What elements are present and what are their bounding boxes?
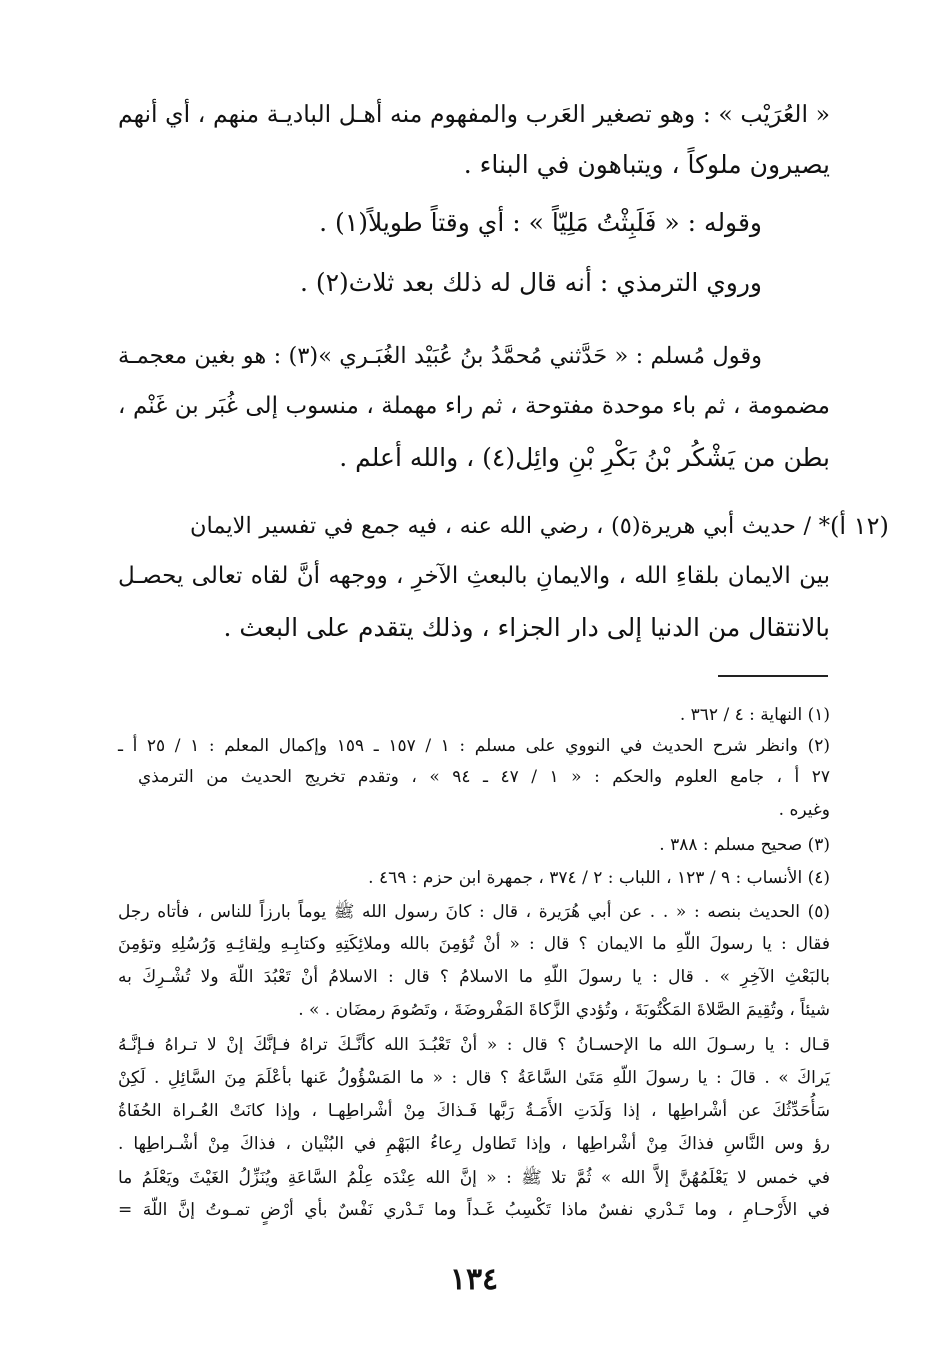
footnote-line-13: سَأُحَدِّثُكَ عن أشْراطِها ، إذا وَلَدَتِ الأَمَـةُ رَبَّها فَـذاكَ مِنْ أشْراطِهـا ، وإذا كانَتْ العُـراة الحُفَاةُ — [118, 1101, 830, 1121]
footnote-line-4: وغيره . — [778, 800, 830, 820]
footnote-line-5: (٣) صحيح مسلم : ٣٨٨ . — [659, 835, 830, 855]
page-number: ١٣٤ — [449, 1262, 499, 1297]
body-line-3: وقوله : « فَلَبِثْتُ مَلِيّاً » : أي وقتاً طويلاً(١) . — [319, 208, 762, 237]
body-line-10: بالانتقال من الدنيا إلى دار الجزاء ، وذلك يتقدم على البعث . — [223, 613, 830, 642]
margin-folio-ref: (١٢ أ) — [830, 512, 889, 540]
footnote-line-7: (٥) الحديث بنصه : « . . عن أبي هُرَيرة ، قال : كانَ رسول الله ﷺ يوماً بارزاً للناس ، فأتاه رجل — [118, 902, 830, 922]
footnote-line-11: قـال : يا رسـولَ الله ما الإحسـانُ ؟ قال : « أنْ تَعْبُـدَ الله كأنَّـكَ تراهُ فـإنَّكَ إنْ لا تـراهُ فـإنَّـهُ — [118, 1035, 830, 1055]
footnote-line-16: في الأَرْحـامِ ، وما تَـدْري نفسٌ ماذا تَكْسِبُ غَـداً وما تَـدْري نَفْسٌ بأي أرْضٍ تمـوتُ إنَّ اللّهَ = — [118, 1200, 830, 1220]
body-line-7: بطن من يَشْكُر بْنُ بَكْرِ بْنِ وائِل(٤) ، والله أعلم . — [339, 443, 830, 472]
footnote-line-6: (٤) الأنساب : ٩ / ١٢٣ ، اللباب : ٢ / ٣٧٤ ، جمهرة ابن حزم : ٤٦٩ . — [368, 868, 830, 888]
body-line-5: وقول مُسلم : « حَدَّثني مُحمَّدُ بنُ عُبَيْد الغُبَـري »(٣) : هو بغين معجمـة — [118, 343, 762, 369]
body-line-6: مضمومة ، ثم باء موحدة مفتوحة ، ثم راء مهملة ، منسوب إلى غُبَر بن غَنْم ، — [118, 393, 830, 419]
footnote-line-10: شيئاً ، وتُقِيمَ الصَّلاةَ المَكْتُوبَةَ ، وتُؤدي الزَّكاةَ المَفْروضَةَ ، وتَصُومَ رمضَان . » . — [298, 1000, 830, 1020]
footnote-line-12: يَراكَ » . قالَ : يا رسولَ اللّهِ مَتَىٰ السَّاعَةُ ؟ قال : « ما المَسْؤُولُ عَنها بأعْلَمَ مِنَ السَّائِلِ . لَكِنْ — [118, 1068, 830, 1088]
footnote-line-14: رؤ وس النَّاسِ فذاكَ مِنْ أشْراطِها ، وإذا تَطاول رِعاءُ البَهْمِ في البُنْيان ، فذاكَ مِنْ أشْـراطِها . — [118, 1134, 830, 1154]
body-line-8: * / حديث أبي هريرة(٥) ، رضي الله عنه ، فيه جمع في تفسير الايمان — [190, 513, 831, 539]
footnote-line-3: ٢٧ أ ، جامع العلوم والحكم : « ١ / ٤٧ ـ ٩٤ » ، وتقدم تخريج الحديث من الترمذي — [138, 767, 830, 787]
footnote-line-1: (١) النهاية : ٤ / ٣٦٢ . — [679, 705, 830, 725]
footnote-line-9: بالبَعْثِ الآخِرِ » . قال : يا رسولَ اللّهِ ما الاسلامُ ؟ قال : الاسلامُ أنْ تَعْبُدَ اللّهَ ولا تُشْـرِكَ به — [118, 967, 830, 987]
footnote-line-15: في خمس لا يَعْلَمُهُنَّ إلاَّ الله » ثُمَّ تلا ﷺ : « إنَّ الله عِنْدَه عِلْمُ السَّاعَةِ ويُنَزِّلُ الغَيْثَ ويَعْلَمُ ما — [118, 1168, 830, 1188]
body-line-4: وروي الترمذي : أنه قال له ذلك بعد ثلاث(٢) . — [299, 268, 762, 297]
body-line-2: يصيرون ملوكاً ، ويتباهون في البناء . — [463, 150, 830, 179]
footnote-line-2: (٢) وانظر شرح الحديث في النووي على مسلم : ١ / ١٥٧ ـ ١٥٩ وإكمال المعلم : ١ / ٢٥ أ ـ — [118, 736, 831, 756]
body-line-9: بين الايمان بلقاءِ الله ، والايمانِ بالبعثِ الآخرِ ، ووجهه أنَّ لقاه تعالى يحصـل — [118, 563, 830, 589]
body-line-1: « العُرَيْب » : وهو تصغير العَرب والمفهوم منه أهـل الباديـة منهم ، أي أنهم — [118, 100, 830, 128]
footnote-separator — [718, 675, 828, 677]
footnote-line-8: فقال : يا رسولَ اللّهِ ما الايمان ؟ قال : « أنْ تُؤمِنَ بالله وملائِكَتِهِ وكتابِـهِ ولِقائِـهِ وَرُسُلِهِ وتؤمِنَ — [118, 934, 830, 954]
